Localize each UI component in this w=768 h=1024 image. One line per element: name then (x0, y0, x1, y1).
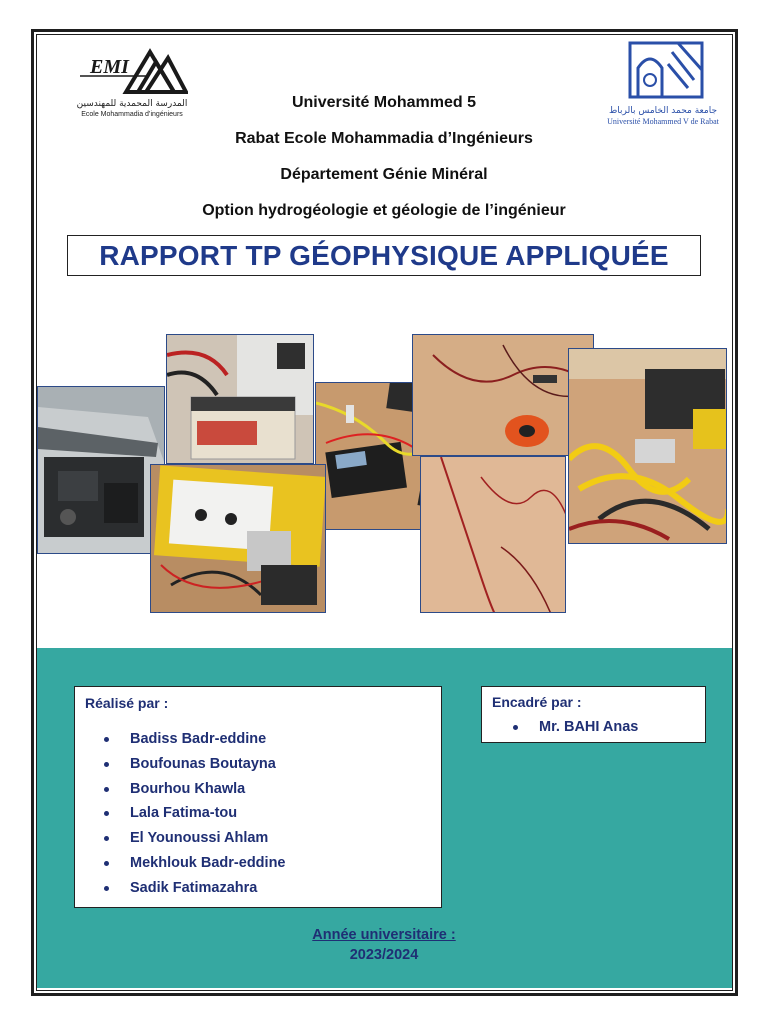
list-item: El Younoussi Ahlam (85, 826, 286, 851)
emi-logo-arabic: المدرسة المحمدية للمهندسين (76, 99, 188, 109)
um5-logo-arabic: جامعة محمد الخامس بالرباط (608, 106, 718, 116)
photo-cable-reel (412, 334, 594, 456)
annee-universitaire-value: 2023/2024 (349, 947, 419, 963)
header-option: Option hydrogéologie et géologie de l’ingénieur (202, 202, 566, 219)
photo-battery-connection (166, 334, 314, 464)
list-item: Lala Fatima-tou (85, 801, 286, 826)
annee-universitaire-label: Année universitaire : (312, 927, 456, 943)
photo-cable-line-ground (420, 456, 566, 613)
encadre-par-box (481, 686, 706, 743)
photo-field-laptop-cables (568, 348, 727, 544)
report-title-box (67, 235, 701, 276)
header-university: Université Mohammed 5 (291, 94, 477, 111)
realise-par-box (74, 686, 442, 908)
list-item: Mr. BAHI Anas (494, 715, 638, 740)
photo-car-engine (37, 386, 165, 554)
list-item: Sadik Fatimazahra (85, 876, 286, 901)
list-item: Mekhlouk Badr-eddine (85, 851, 286, 876)
header-school: Rabat Ecole Mohammadia d’Ingénieurs (235, 130, 533, 147)
realise-par-title: Réalisé par : (85, 695, 169, 711)
list-item: Bourhou Khawla (85, 777, 286, 802)
photo-resistivity-meter (150, 464, 326, 613)
realise-par-list (85, 727, 286, 901)
list-item: Boufounas Boutayna (85, 752, 286, 777)
emi-logo-mark: EMI (90, 56, 129, 78)
encadre-par-list (494, 715, 638, 740)
emi-logo-french: Ecole Mohammadia d’ingénieurs (81, 111, 183, 118)
encadre-par-title: Encadré par : (492, 694, 582, 710)
header-department: Département Génie Minéral (280, 166, 488, 183)
list-item: Badiss Badr-eddine (85, 727, 286, 752)
um5-logo-french: Université Mohammed V de Rabat (607, 117, 719, 126)
report-title: RAPPORT TP GÉOPHYSIQUE APPLIQUÉE (99, 239, 669, 271)
